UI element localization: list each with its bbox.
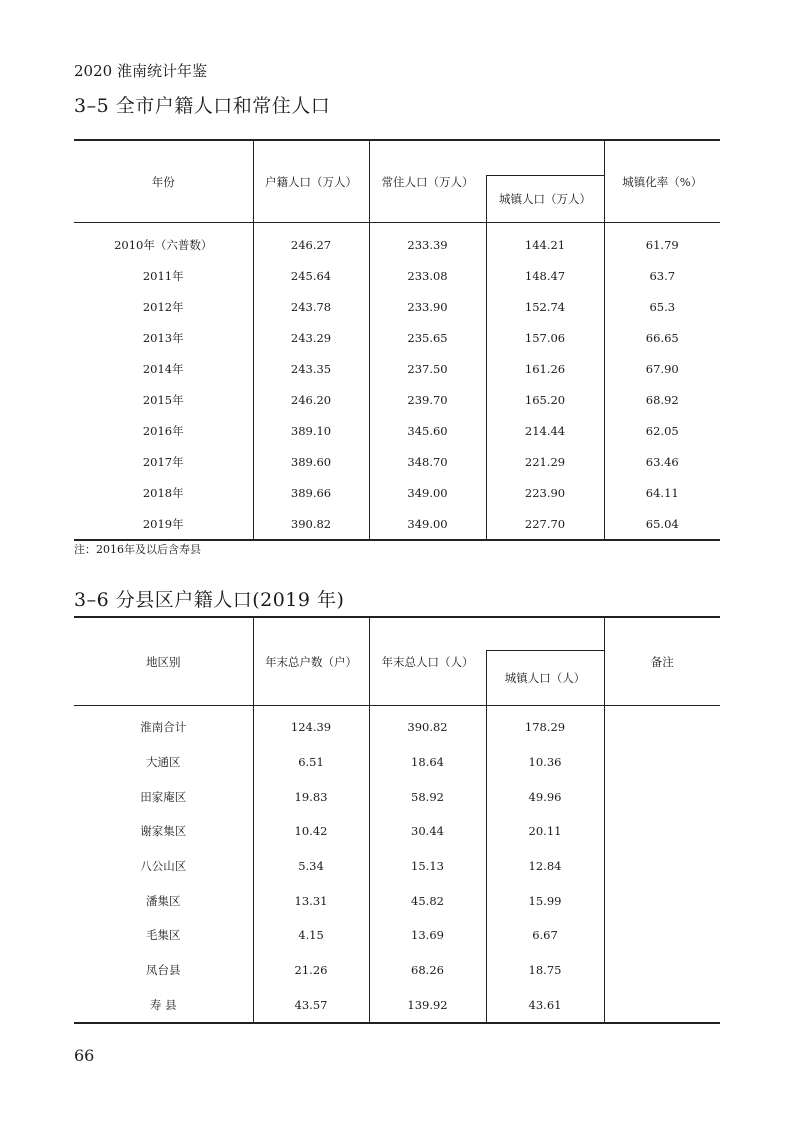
cell-urban: 214.44 xyxy=(486,415,604,446)
cell-year: 2010年（六普数） xyxy=(74,223,253,261)
cell-remarks xyxy=(604,849,720,884)
cell-region: 凤台县 xyxy=(74,953,253,988)
cell-region: 淮南合计 xyxy=(74,706,253,745)
cell-households: 13.31 xyxy=(253,883,369,918)
col-header-urban: 城镇人口（万人） xyxy=(486,176,604,223)
cell-resident: 233.39 xyxy=(369,223,486,261)
table-row xyxy=(74,779,720,814)
table-row xyxy=(74,477,720,508)
cell-urban: 165.20 xyxy=(486,384,604,415)
table-row xyxy=(74,953,720,988)
cell-households: 10.42 xyxy=(253,814,369,849)
cell-year: 2016年 xyxy=(74,415,253,446)
col-header-registered: 户籍人口（万人） xyxy=(253,140,369,223)
cell-urban: 152.74 xyxy=(486,291,604,322)
col-header-households: 年末总户数（户） xyxy=(253,617,369,706)
col-header-urban-spacer xyxy=(486,140,604,176)
cell-resident: 348.70 xyxy=(369,446,486,477)
cell-registered: 390.82 xyxy=(253,508,369,540)
cell-households: 6.51 xyxy=(253,745,369,780)
cell-registered: 243.35 xyxy=(253,353,369,384)
table-row xyxy=(74,322,720,353)
population-table-body xyxy=(74,223,720,541)
table-row xyxy=(74,988,720,1024)
table-row xyxy=(74,745,720,780)
cell-urban: 157.06 xyxy=(486,322,604,353)
table-row xyxy=(74,883,720,918)
col-header-total: 年末总人口（人） xyxy=(369,617,486,706)
cell-urbanization: 62.05 xyxy=(645,423,679,438)
cell-urban: 223.90 xyxy=(486,477,604,508)
table-row xyxy=(74,291,720,322)
cell-total: 58.92 xyxy=(369,779,486,814)
cell-remarks xyxy=(604,779,720,814)
cell-remarks xyxy=(604,745,720,780)
cell-households: 21.26 xyxy=(253,953,369,988)
cell-total: 30.44 xyxy=(369,814,486,849)
cell-urban: 144.21 xyxy=(486,223,604,261)
cell-region: 八公山区 xyxy=(74,849,253,884)
cell-remarks xyxy=(604,883,720,918)
cell-total: 68.26 xyxy=(369,953,486,988)
cell-urban: 178.29 xyxy=(486,706,604,745)
yearbook-header: 2020 淮南统计年鉴 xyxy=(74,62,207,80)
cell-region: 寿 县 xyxy=(74,988,253,1024)
cell-year: 2013年 xyxy=(74,322,253,353)
cell-urban: 15.99 xyxy=(486,883,604,918)
cell-urbanization: 67.90 xyxy=(645,361,679,376)
county-population-table xyxy=(74,616,720,1024)
cell-urbanization: 65.04 xyxy=(645,516,679,531)
cell-year: 2015年 xyxy=(74,384,253,415)
cell-households: 4.15 xyxy=(253,918,369,953)
cell-remarks xyxy=(604,814,720,849)
cell-urban: 20.11 xyxy=(486,814,604,849)
cell-year: 2012年 xyxy=(74,291,253,322)
cell-urban: 6.67 xyxy=(486,918,604,953)
cell-resident: 237.50 xyxy=(369,353,486,384)
table-row xyxy=(74,415,720,446)
cell-region: 谢家集区 xyxy=(74,814,253,849)
cell-total: 13.69 xyxy=(369,918,486,953)
table-row xyxy=(74,849,720,884)
cell-urban: 12.84 xyxy=(486,849,604,884)
cell-resident: 233.08 xyxy=(369,260,486,291)
table-3-5-title: 3–5 全市户籍人口和常住人口 xyxy=(74,95,331,117)
cell-resident: 349.00 xyxy=(369,477,486,508)
col-header-urban-spacer xyxy=(486,617,604,651)
cell-remarks xyxy=(604,953,720,988)
cell-households: 43.57 xyxy=(253,988,369,1024)
cell-registered: 389.10 xyxy=(253,415,369,446)
cell-remarks xyxy=(604,988,720,1024)
cell-urban: 221.29 xyxy=(486,446,604,477)
cell-registered: 243.78 xyxy=(253,291,369,322)
cell-urban: 227.70 xyxy=(486,508,604,540)
cell-households: 19.83 xyxy=(253,779,369,814)
table-note: 注：2016年及以后含寿县 xyxy=(74,543,201,556)
cell-year: 2019年 xyxy=(74,508,253,540)
table-row xyxy=(74,353,720,384)
table-row xyxy=(74,508,720,540)
cell-urban: 148.47 xyxy=(486,260,604,291)
cell-remarks xyxy=(604,918,720,953)
county-table-body xyxy=(74,706,720,1024)
cell-total: 15.13 xyxy=(369,849,486,884)
population-table xyxy=(74,139,720,541)
cell-resident: 349.00 xyxy=(369,508,486,540)
cell-households: 5.34 xyxy=(253,849,369,884)
table-row xyxy=(74,384,720,415)
cell-registered: 243.29 xyxy=(253,322,369,353)
cell-year: 2011年 xyxy=(74,260,253,291)
cell-year: 2017年 xyxy=(74,446,253,477)
cell-year: 2018年 xyxy=(74,477,253,508)
cell-year: 2014年 xyxy=(74,353,253,384)
cell-urbanization: 63.46 xyxy=(645,454,679,469)
cell-urban: 49.96 xyxy=(486,779,604,814)
cell-total: 390.82 xyxy=(369,706,486,745)
cell-total: 139.92 xyxy=(369,988,486,1024)
cell-resident: 233.90 xyxy=(369,291,486,322)
col-header-urban-pop: 城镇人口（人） xyxy=(486,651,604,706)
cell-urbanization: 65.3 xyxy=(649,299,676,314)
col-header-year: 年份 xyxy=(74,140,253,223)
cell-urbanization: 68.92 xyxy=(645,392,679,407)
cell-region: 毛集区 xyxy=(74,918,253,953)
cell-region: 大通区 xyxy=(74,745,253,780)
cell-resident: 345.60 xyxy=(369,415,486,446)
col-header-region: 地区别 xyxy=(74,617,253,706)
page-number: 66 xyxy=(74,1046,95,1065)
cell-urban: 43.61 xyxy=(486,988,604,1024)
table-row xyxy=(74,260,720,291)
cell-region: 田家庵区 xyxy=(74,779,253,814)
table-3-6-title: 3–6 分县区户籍人口(2019 年) xyxy=(74,589,345,611)
table-row xyxy=(74,814,720,849)
table-row xyxy=(74,706,720,745)
cell-total: 45.82 xyxy=(369,883,486,918)
cell-remarks xyxy=(604,706,720,745)
cell-urban: 18.75 xyxy=(486,953,604,988)
cell-region: 潘集区 xyxy=(74,883,253,918)
cell-registered: 246.20 xyxy=(253,384,369,415)
table-row xyxy=(74,223,720,261)
col-header-resident: 常住人口（万人） xyxy=(369,140,486,223)
table-row xyxy=(74,918,720,953)
cell-resident: 235.65 xyxy=(369,322,486,353)
cell-resident: 239.70 xyxy=(369,384,486,415)
table-row xyxy=(74,446,720,477)
cell-urban: 10.36 xyxy=(486,745,604,780)
cell-registered: 245.64 xyxy=(253,260,369,291)
cell-registered: 389.66 xyxy=(253,477,369,508)
cell-registered: 389.60 xyxy=(253,446,369,477)
cell-urbanization: 66.65 xyxy=(645,330,679,345)
col-header-remarks: 备注 xyxy=(604,617,720,706)
col-header-urbanization: 城镇化率（%） xyxy=(604,140,720,223)
cell-urbanization: 63.7 xyxy=(649,268,676,283)
cell-urbanization: 61.79 xyxy=(645,237,679,252)
cell-total: 18.64 xyxy=(369,745,486,780)
cell-households: 124.39 xyxy=(253,706,369,745)
cell-urbanization: 64.11 xyxy=(645,485,679,500)
cell-registered: 246.27 xyxy=(253,223,369,261)
cell-urban: 161.26 xyxy=(486,353,604,384)
